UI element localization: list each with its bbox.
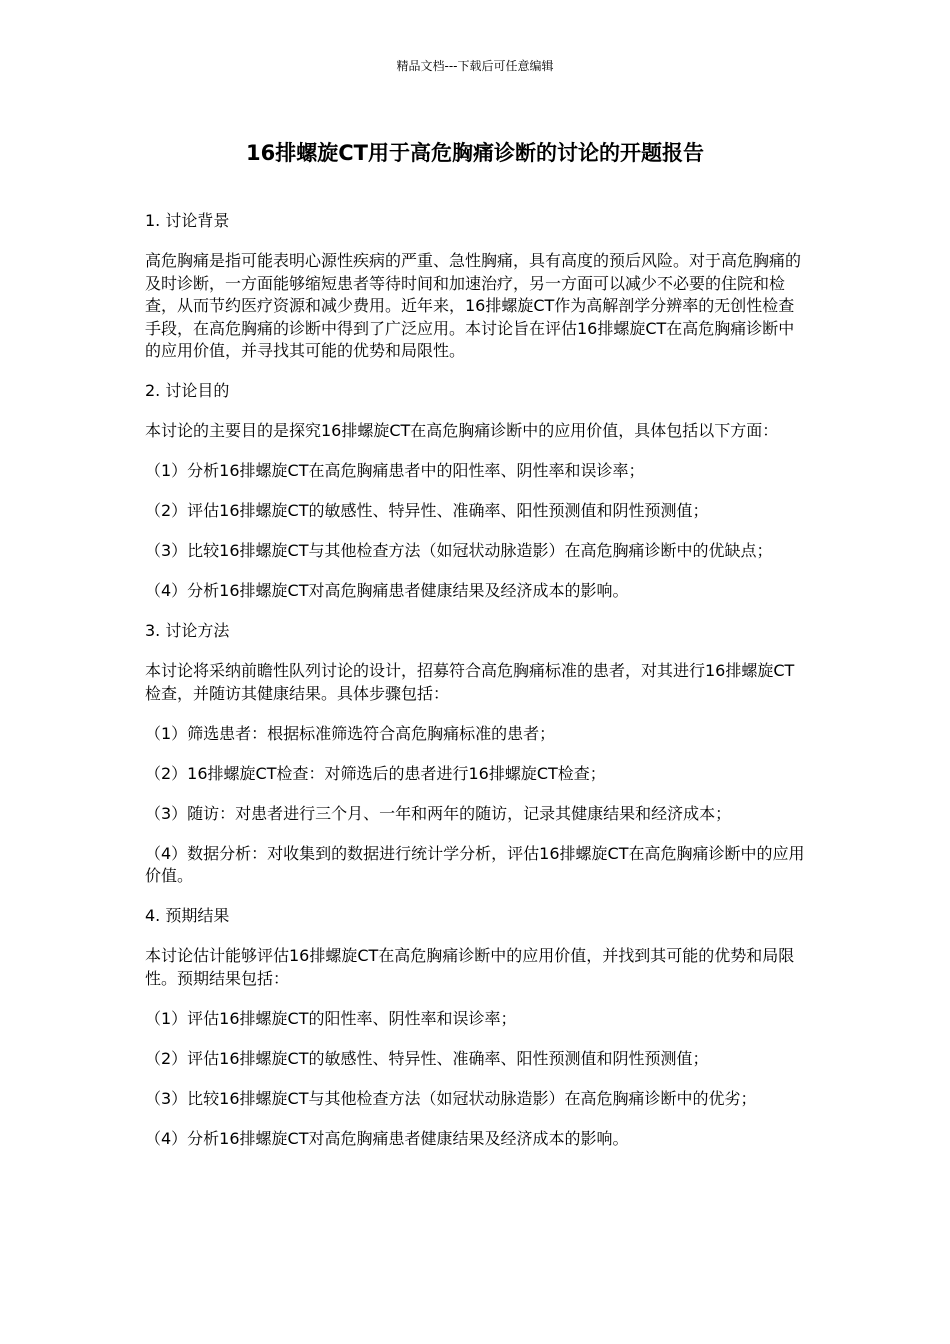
- section-2-heading: 2. 讨论目的: [145, 381, 230, 400]
- list-item: （2）16排螺旋CT检查：对筛选后的患者进行16排螺旋CT检查；: [145, 763, 606, 783]
- document-title: 16排螺旋CT用于高危胸痛诊断的讨论的开题报告: [246, 141, 704, 165]
- list-item: （1）分析16排螺旋CT在高危胸痛患者中的阳性率、阴性率和误诊率；: [145, 461, 645, 480]
- section-4-paragraph: 本讨论估计能够评估16排螺旋CT在高危胸痛诊断中的应用价值，并找到其可能的优势和局限性。预期结果包括：: [145, 946, 795, 988]
- page-header: 精品文档---下载后可任意编辑: [396, 59, 554, 73]
- section-2-paragraph: 本讨论的主要目的是探究16排螺旋CT在高危胸痛诊断中的应用价值，具体包括以下方面：: [145, 421, 779, 440]
- list-item: （2）评估16排螺旋CT的敏感性、特异性、准确率、阳性预测值和阴性预测值；: [145, 1048, 709, 1068]
- section-1-heading: 1. 讨论背景: [145, 211, 230, 230]
- list-item: （4）分析16排螺旋CT对高危胸痛患者健康结果及经济成本的影响。: [145, 1128, 629, 1148]
- section-3-paragraph: 本讨论将采纳前瞻性队列讨论的设计，招募符合高危胸痛标准的患者，对其进行16排螺旋CT检查，并随访其健康结果。具体步骤包括：: [145, 661, 795, 703]
- list-item: （3）随访：对患者进行三个月、一年和两年的随访，记录其健康结果和经济成本；: [145, 803, 732, 823]
- list-item: （3）比较16排螺旋CT与其他检查方法（如冠状动脉造影）在高危胸痛诊断中的优缺点；: [145, 541, 773, 560]
- section-3-heading: 3. 讨论方法: [145, 621, 230, 640]
- section-1-paragraph: 高危胸痛是指可能表明心源性疾病的严重、急性胸痛，具有高度的预后风险。对于高危胸痛的及时诊断，一方面能够缩短患者等待时间和加速治疗，另一方面可以减少不必要的住院和检查，从而节约医疗资源和减少费用。近年来，16排螺旋CT作为高解剖学分辨率的无创性检查手段，在高危胸痛的诊断中得到了广泛应用。本讨论旨在评估16排螺旋CT在高危胸痛诊断中的应用价值，并寻找其可能的优势和局限性。: [145, 251, 802, 360]
- list-item: （1）筛选患者：根据标准筛选符合高危胸痛标准的患者；: [145, 723, 556, 743]
- list-item: （4）数据分析：对收集到的数据进行统计学分析，评估16排螺旋CT在高危胸痛诊断中的应用价值。: [145, 843, 805, 885]
- document-body: [145, 210, 807, 1168]
- list-item: （4）分析16排螺旋CT对高危胸痛患者健康结果及经济成本的影响。: [145, 581, 629, 600]
- list-item: （3）比较16排螺旋CT与其他检查方法（如冠状动脉造影）在高危胸痛诊断中的优劣；: [145, 1088, 757, 1108]
- list-item: （1）评估16排螺旋CT的阳性率、阴性率和误诊率；: [145, 1008, 517, 1028]
- list-item: （2）评估16排螺旋CT的敏感性、特异性、准确率、阳性预测值和阴性预测值；: [145, 501, 709, 520]
- section-4-heading: 4. 预期结果: [145, 906, 230, 925]
